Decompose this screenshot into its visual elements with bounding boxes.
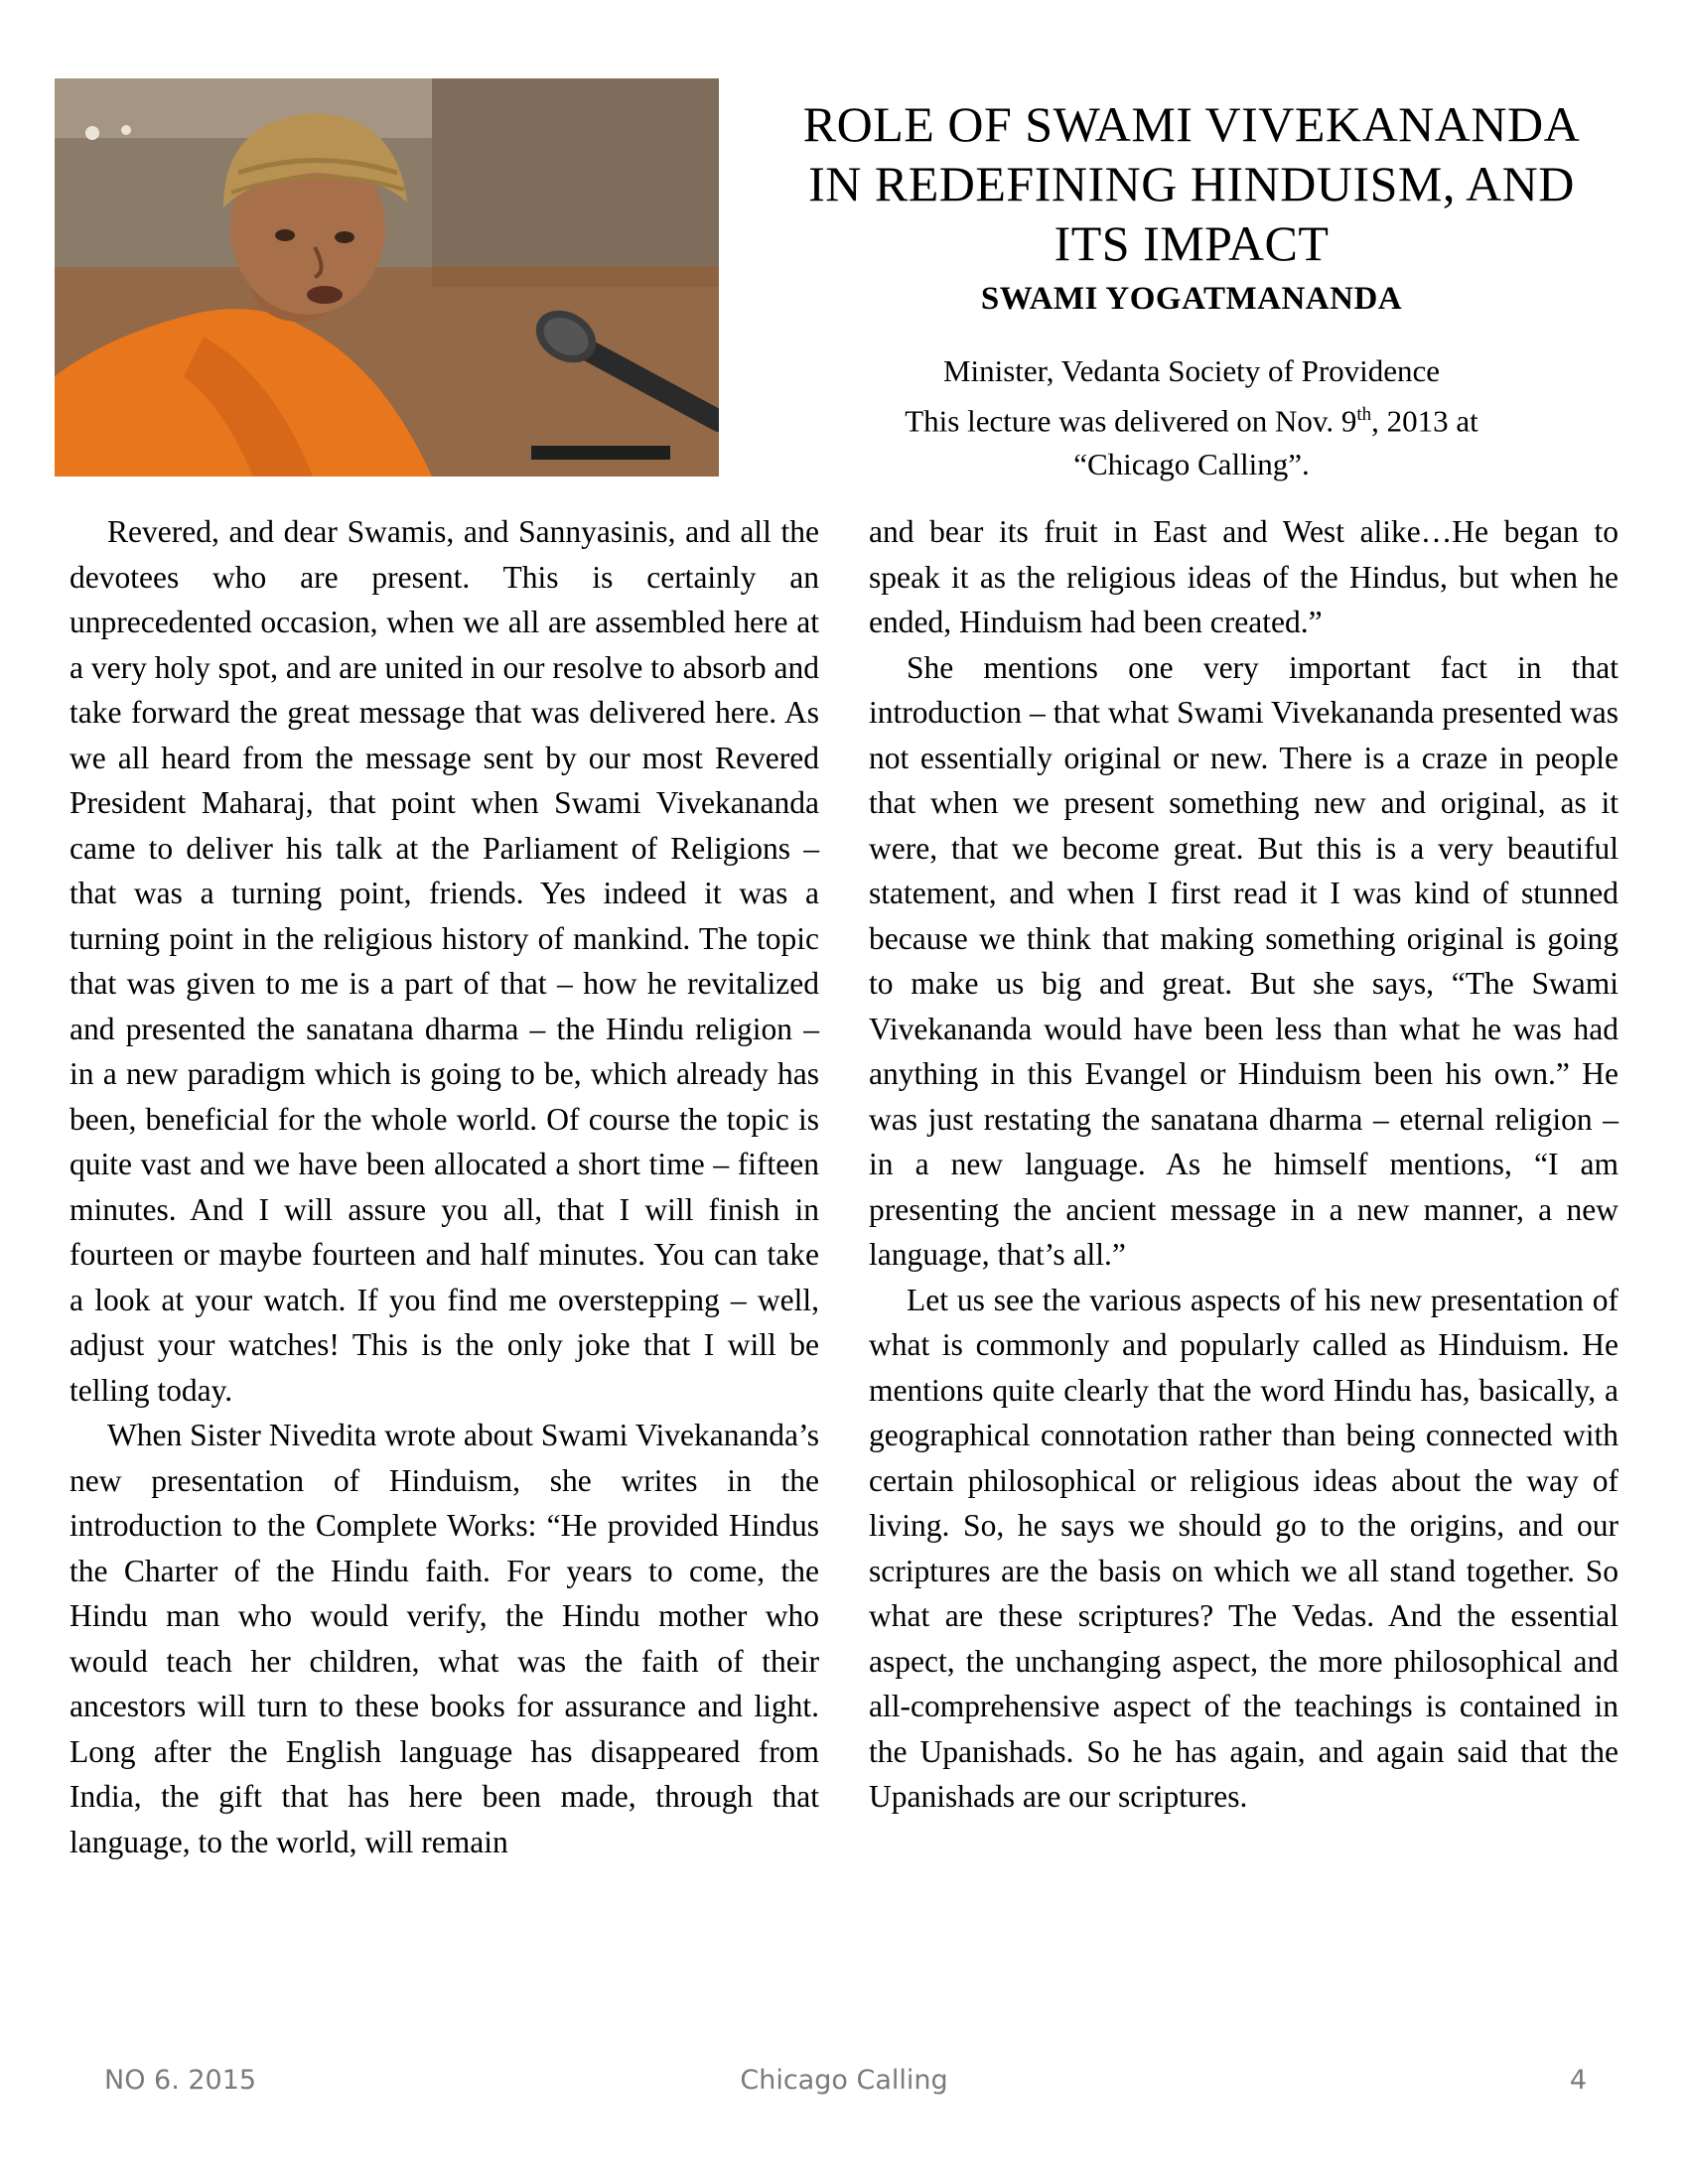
footer-issue: NO 6. 2015 — [104, 2065, 257, 2096]
speaker-portrait-photo — [55, 78, 719, 477]
page-number: 4 — [1569, 2065, 1587, 2096]
lecture-info — [755, 349, 1628, 486]
paragraph: Revered, and dear Swamis, and Sannyasinis, and all the devotees who are present. This is certainly an unprecedented occasion, when we all are assembled here at a very holy spot, and are united in our resolve to absorb and take forward the great message that was delivered here. As we all heard from the message sent by our most Revered President Maharaj, that point when Swami Vivekananda came to deliver his talk at the Parliament of Religions – that was a turning point, friends. Yes indeed it was a turning point in the religious history of mankind. The topic that was given to me is a part of that – how he revitalized and presented the sanatana dharma – the Hindu religion – in a new paradigm which is going to be, which already has been, beneficial for the whole world. Of course the topic is quite vast and we have been allocated a short time – fifteen minutes. And I will assure you all, that I will finish in fourteen or maybe fourteen and half minutes. You can take a look at your watch. If you find me overstepping – well, adjust your watches! This is the only joke that I will be telling today. — [70, 514, 819, 1408]
paragraph: and bear its fruit in East and West alike…He began to speak it as the religious ideas of the Hindus, but when he ended, Hinduism had been created.” — [869, 514, 1618, 639]
footer-publication: Chicago Calling — [740, 2065, 948, 2096]
paragraph: She mentions one very important fact in that introduction – that what Swami Vivekananda presented was not essentially original or new. There is a craze in people that when we present something new and original, as it were, that we become great. But this is a very beautiful statement, and when I first read it I was kind of stunned because we think that making something original is going to make us big and great. But she says, “The Swami Vivekananda would have been less than what he was had anything in this Evangel or Hinduism been his own.” He was just restating the sanatana dharma – eternal religion – in a new language. As he himself mentions, “I am presenting the ancient message in a new manner, a new language, that’s all.” — [869, 649, 1618, 1272]
author-name: SWAMI YOGATMANANDA — [980, 281, 1403, 317]
paragraph: Let us see the various aspects of his new presentation of what is commonly and popularly called as Hinduism. He mentions quite clearly that the word Hindu has, basically, a geographical connotation rather than being connected with certain philosophical or religious ideas about the way of living. So, he says we should go to the origins, and our scriptures are the basis on which we all stand together. So what are these scriptures? The Vedas. And the essential aspect, the unchanging aspect, the more philosophical and all-comprehensive aspect of the teachings is contained in the Upanishads. So he has again, and again said that the Upanishads are our scriptures. — [869, 1282, 1618, 1814]
article-title — [755, 94, 1628, 273]
right-column — [869, 509, 1618, 1820]
speaker-photo — [55, 78, 719, 477]
article-header — [755, 94, 1628, 318]
left-column — [70, 509, 819, 1864]
title-line: ITS IMPACT — [1054, 215, 1330, 271]
lecture-date-line: This lecture was delivered on Nov. 9th, 2013 at — [905, 403, 1478, 439]
title-line: ROLE OF SWAMI VIVEKANANDA — [802, 96, 1581, 152]
paragraph: When Sister Nivedita wrote about Swami Vivekananda’s new presentation of Hinduism, she writes in the introduction to the Complete Works: “He provided Hindus the Charter of the Hindu faith. For years to come, the Hindu man who would verify, the Hindu mother who would teach her children, what was the faith of their ancestors will turn to these books for assurance and light. Long after the English language has disappeared from India, the gift that has here been made, through that language, to the world, will remain — [70, 1418, 819, 1859]
title-line: IN REDEFINING HINDUISM, AND — [808, 156, 1575, 211]
lecture-event: “Chicago Calling”. — [1073, 447, 1310, 482]
author-role: Minister, Vedanta Society of Providence — [942, 353, 1441, 388]
page-footer — [0, 2065, 1688, 2105]
